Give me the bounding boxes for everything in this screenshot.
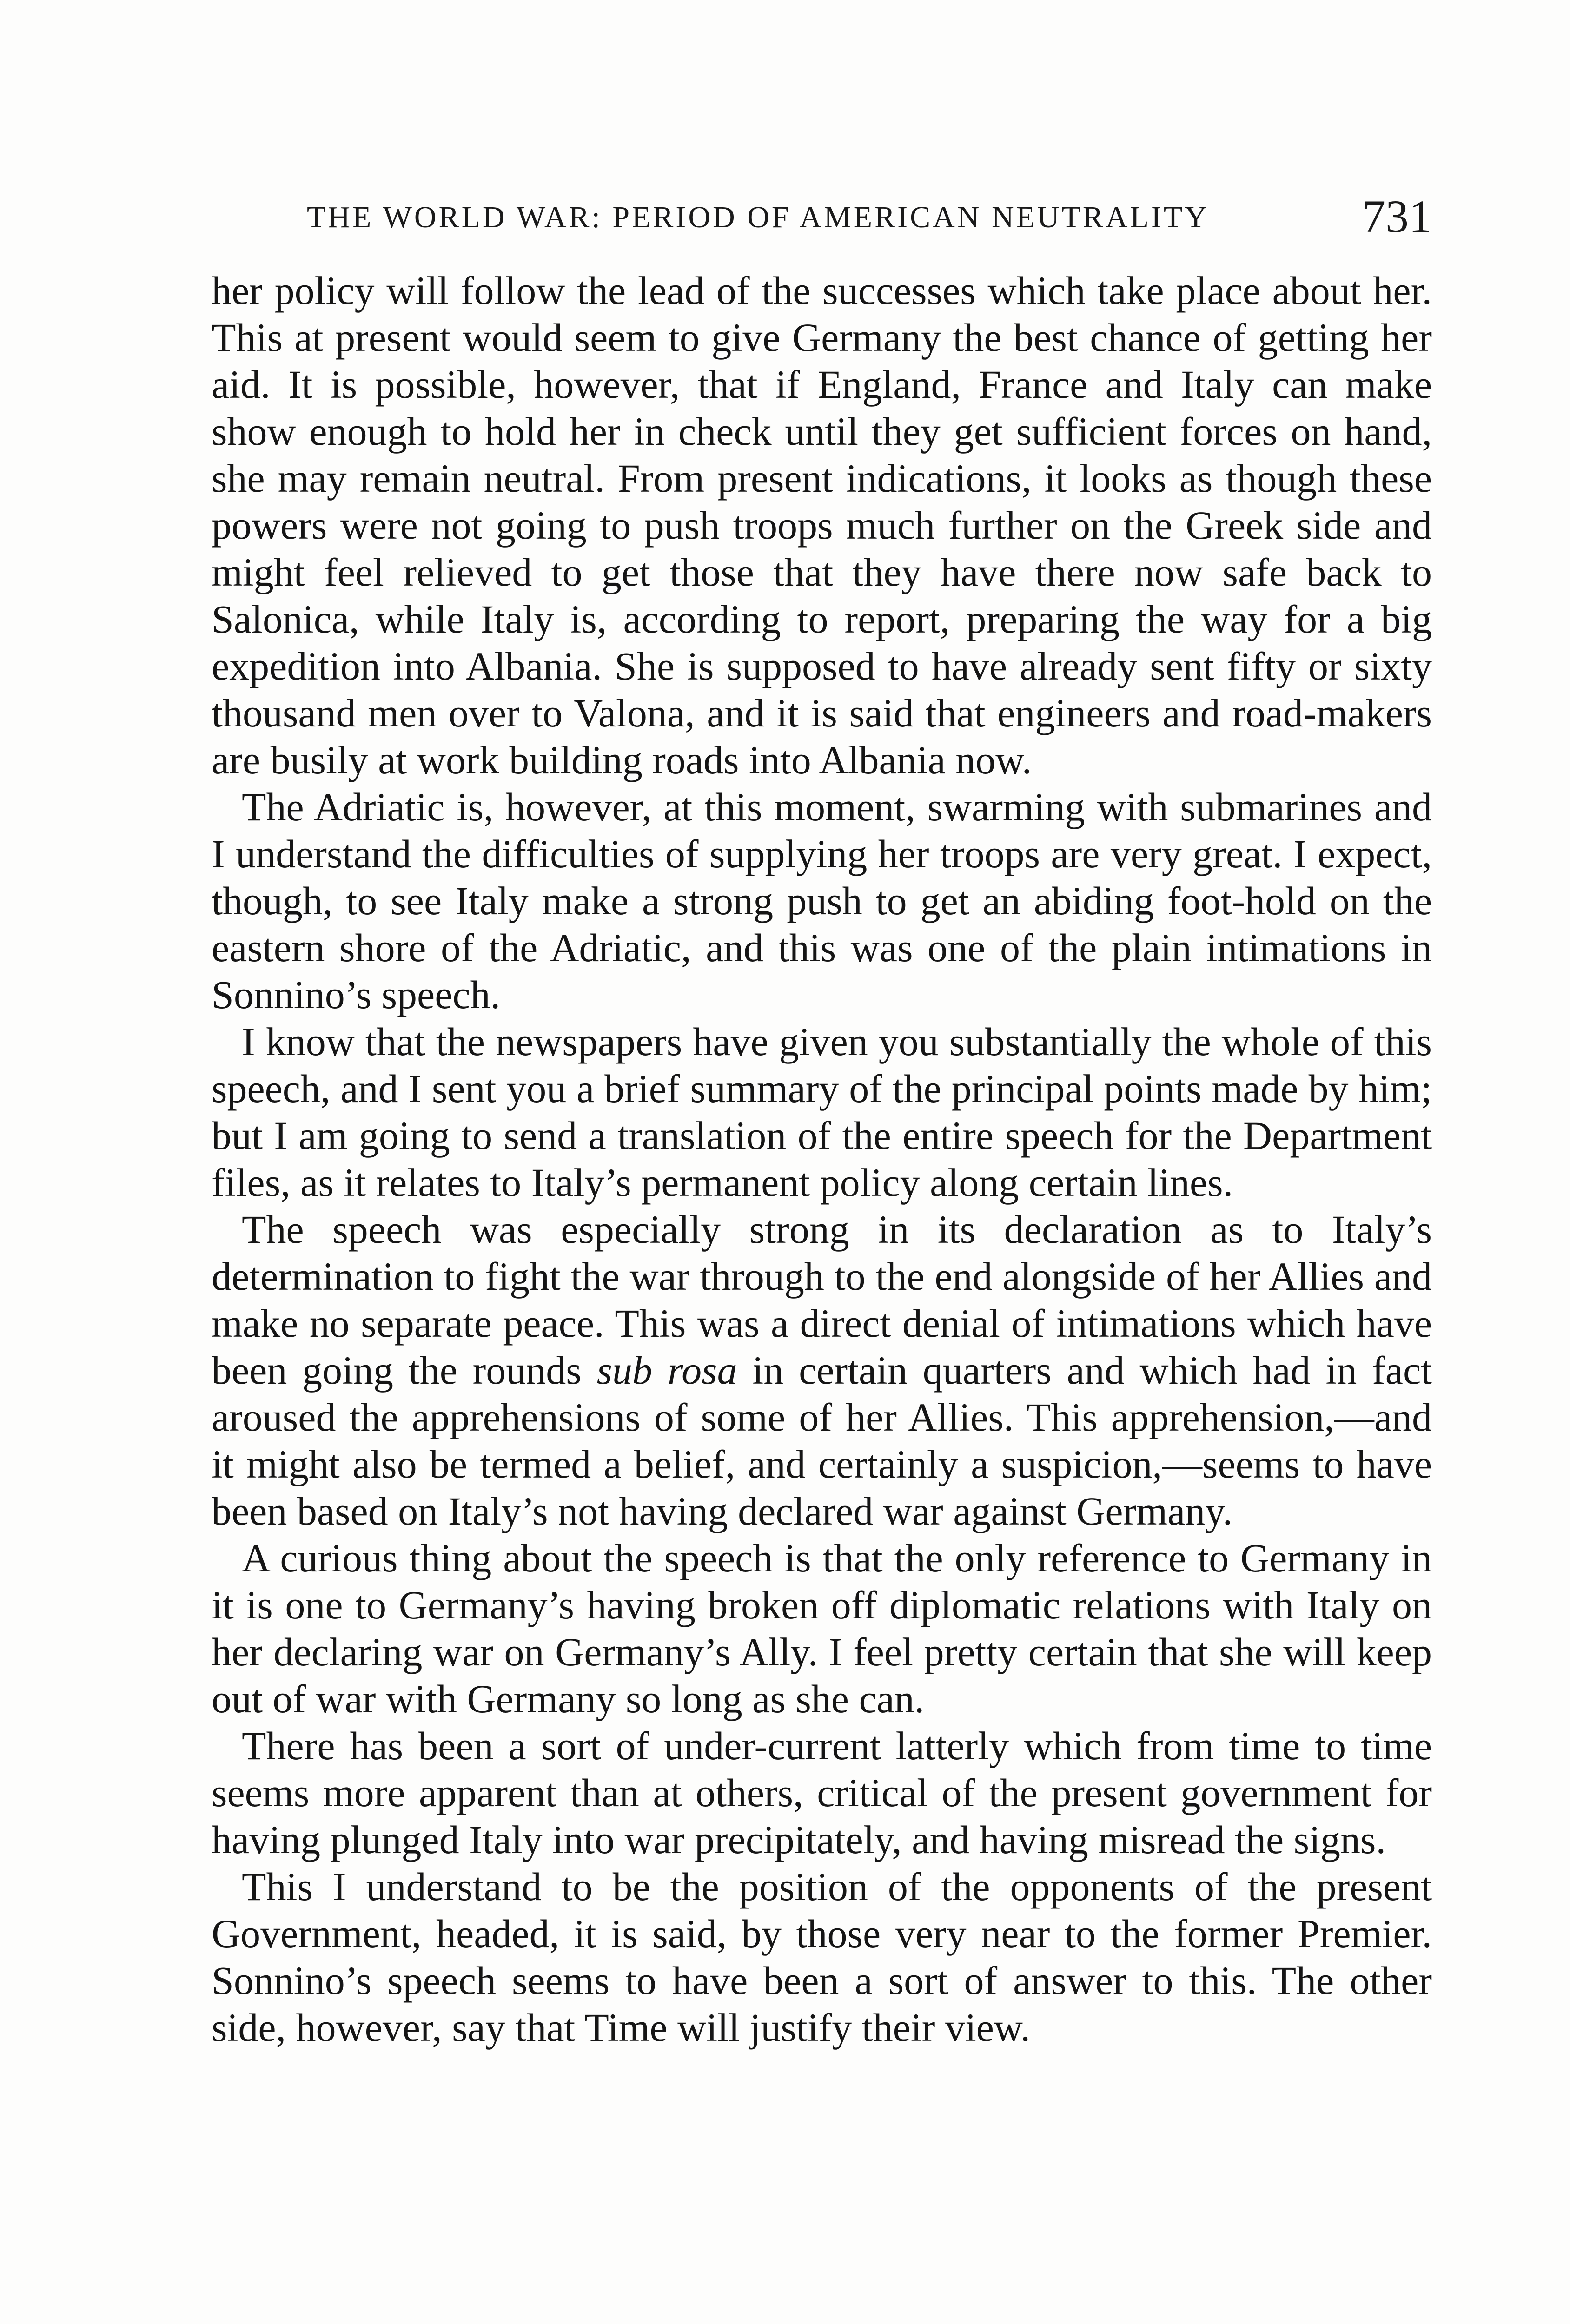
paragraph-5: A curious thing about the speech is that the only reference to Germany in it is one to Germany’s having broken off diplomatic relations with Italy on her declaring war on Germany’s Ally. I feel pretty certain that she will keep out of war with Germany so long as she can. bbox=[212, 1536, 1432, 1721]
paragraph-4-text-before: The speech was especially strong in its declaration as to Italy’s determination to fight the war through to the end alongside of her Allies and make no separate peace. This was a direct denial of intimations which have been going the rounds bbox=[212, 1207, 1432, 1393]
paragraph-1: her policy will follow the lead of the successes which take place about her. This at present would seem to give Germany the best chance of getting her aid. It is possible, however, that if England, France and Italy can make show enough to hold her in check until they get sufficient forces on hand, she may remain neutral. From present indications, it looks as though these powers were not going to push troops much further on the Greek side and might feel relieved to get those that they have there now safe back to Salonica, while Italy is, according to report, preparing the way for a big expedition into Albania. She is supposed to have already sent fifty or sixty thousand men over to Valona, and it is said that engineers and road-makers are busily at work building roads into Albania now. bbox=[212, 268, 1432, 782]
paragraph-7: This I understand to be the position of the opponents of the present Government, headed, it is said, by those very near to the former Premier. Sonnino’s speech seems to have been a sort of answer to this. The other side, however, say that Time will justify their view. bbox=[212, 1864, 1432, 2050]
paragraph-6: There has been a sort of under-current latterly which from time to time seems more apparent than at others, critical of the present government for having plunged Italy into war precipitately, and having misread the signs. bbox=[212, 1723, 1432, 1862]
paragraph-2: The Adriatic is, however, at this moment, swarming with submarines and I understand the difficulties of supplying her troops are very great. I expect, though, to see Italy make a strong push to get an abiding foot-hold on the eastern shore of the Adriatic, and this was one of the plain intimations in Sonnino’s speech. bbox=[212, 785, 1432, 1017]
paragraph-4-text-after: in certain quarters and which had in fact aroused the apprehensions of some of her Allies. This apprehension,—and it might also be termed a belief, and certainly a suspicion,—seems to have been based on Italy’s not having declared war against Germany. bbox=[212, 1348, 1432, 1533]
paragraph-3: I know that the newspapers have given you substantially the whole of this speech, and I sent you a brief summary of the principal points made by him; but I am going to send a translation of the entire speech for the Department files, as it relates to Italy’s permanent policy along certain lines. bbox=[212, 1019, 1432, 1205]
page-header bbox=[212, 181, 1432, 246]
italic-phrase: sub rosa bbox=[596, 1348, 737, 1393]
running-title: THE WORLD WAR: PERIOD OF AMERICAN NEUTRALITY bbox=[307, 200, 1209, 234]
body-text bbox=[212, 267, 1432, 2051]
paragraph-4 bbox=[212, 1206, 1432, 1535]
page-number: 731 bbox=[1362, 191, 1432, 242]
